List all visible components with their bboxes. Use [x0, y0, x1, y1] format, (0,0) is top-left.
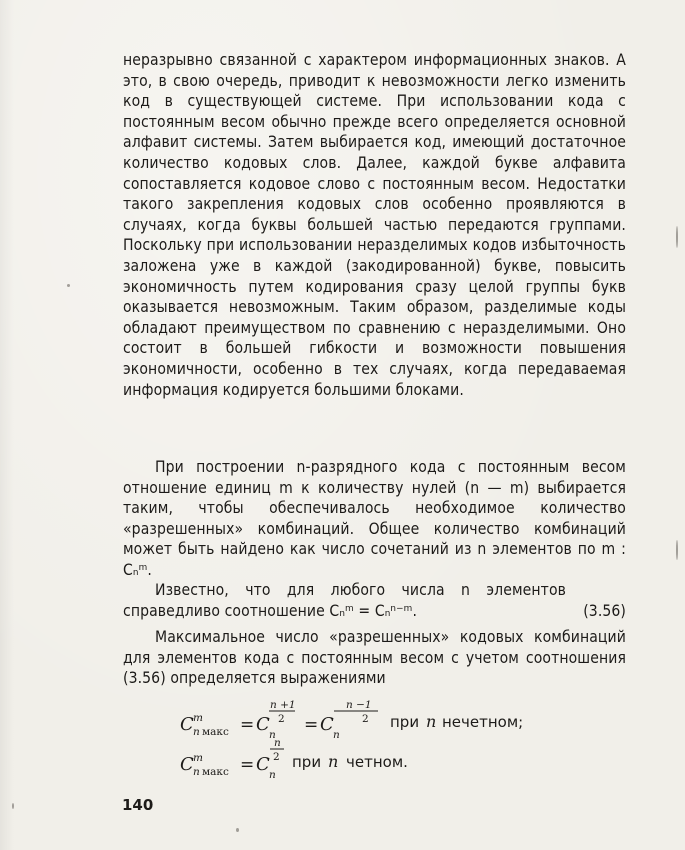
- formula-even-pri: при: [292, 753, 322, 771]
- formula-even-n: [178, 737, 598, 792]
- formula-odd-c1: C: [180, 714, 194, 735]
- paragraph-max-combinations: Максимальное число «разрешенных» кодовых комбинаций для элементов кода с постоянным весом с учетом соотношения (3.56) определяется выражениями: [123, 628, 626, 688]
- formula-odd-max: макс: [202, 726, 229, 738]
- formula-odd-frac1-den: 2: [278, 713, 285, 725]
- formula-even-frac-num: n: [274, 737, 281, 749]
- page-number: 140: [122, 796, 154, 814]
- formula-odd-graphic: [178, 700, 598, 746]
- formula-odd-c1-sub: n: [193, 726, 200, 738]
- paragraph-constant-weight-codes: неразрывно связанной с характером информационных знаков. А это, в свою очередь, приводит к невозможности легко изменить код в существующей системе. При использовании кода с постоянным весом обычно прежде всего определяется основной алфавит системы. Затем выбирается код, имеющий достаточное количество кодовых слов. Далее, каждой букве алфавита сопоставляется кодовое слово с постоянным весом. Недостатки такого закрепления кодовых слов особенно проявляются в случаях, когда буквы большей частью передаются группами. Поскольку при использовании неразделимых кодов избыточность заложена уже в каждой (закодированной) букве, повысить экономичность путем кодирования сразу целой группы букв оказывается невозможным. Таким образом, разделимые коды обладают преимуществом по сравнению с неразделимыми. Оно состоит в большей гибкости и возможности повышения экономичности, особенно в тех случаях, когда передаваемая информация кодируется большими блоками.: [123, 51, 626, 399]
- formula-even-c1-sup: m: [193, 752, 203, 764]
- paragraph-n-bit-code: При построении n-разрядного кода с постоянным весом отношение единиц m к количеству нулей (n — m) выбирается таким, чтобы обеспечивалось необходимое количество «разрешенных» комбинаций. Общее количество комбинаций может быть найдено как число сочетаний из n элементов по m : Cₙᵐ.: [123, 458, 626, 579]
- scan-speck: [12, 803, 14, 809]
- formula-even-graphic: [178, 737, 598, 788]
- formula-odd-frac1-num: n +1: [270, 699, 296, 711]
- formula-odd-c3-sub: n: [333, 729, 340, 741]
- formula-odd-pri: при: [390, 713, 420, 731]
- equation-number: (3.56): [583, 601, 626, 620]
- formula-even-c2-sub: n: [269, 769, 276, 781]
- scan-speck: [236, 828, 239, 832]
- formula-odd-eq1: =: [240, 715, 255, 735]
- formula-even-var-n: n: [328, 752, 339, 771]
- formula-odd-c2-sub: n: [269, 729, 276, 741]
- formula-odd-c2: C: [256, 714, 270, 735]
- formula-odd-frac2-num: n −1: [346, 699, 372, 711]
- formula-odd-c3: C: [320, 714, 334, 735]
- formula-even-c2: C: [256, 754, 270, 775]
- paragraph-combination-identity: [123, 580, 626, 621]
- formula-even-max: макс: [202, 766, 229, 778]
- formula-odd-eq2: =: [304, 715, 319, 735]
- scan-speck: [676, 226, 678, 248]
- formula-odd-label: нечетном;: [442, 713, 524, 731]
- formula-even-frac-den: 2: [273, 751, 280, 763]
- formula-odd-frac2-den: 2: [362, 713, 369, 725]
- formula-odd-var-n: n: [426, 712, 437, 731]
- formula-even-label: четном.: [346, 753, 408, 771]
- formula-even-c1-sub: n: [193, 766, 200, 778]
- scan-speck: [676, 540, 678, 560]
- paragraph-identity-text: Известно, что для любого числа n элементов справедливо соотношение Cₙᵐ = Cₙⁿ⁻ᵐ.: [123, 581, 566, 620]
- formula-even-eq: =: [240, 755, 255, 775]
- formula-even-c1: C: [180, 754, 194, 775]
- scan-speck: [67, 284, 70, 287]
- formula-odd-c1-sup: m: [193, 712, 203, 724]
- formula-odd-n: [178, 700, 598, 750]
